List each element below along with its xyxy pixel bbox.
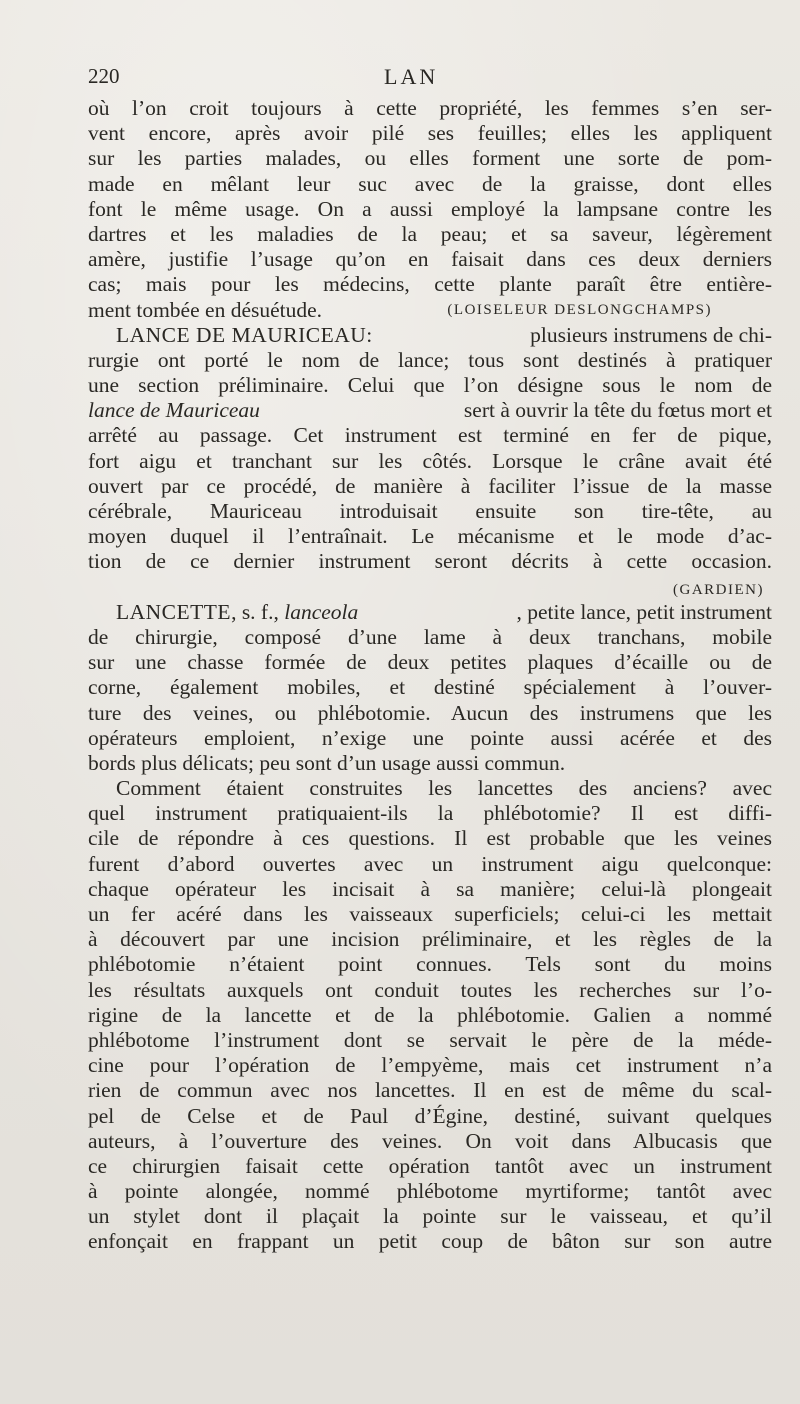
text-line: font le même usage. On a aussi employé la lampsane contre les — [88, 196, 772, 221]
text-line — [88, 398, 772, 423]
text-line: phlébotome l’instrument dont se servait le père de la méde- — [88, 1027, 772, 1052]
text-line: cas; mais pour les médecins, cette plante paraît être entière- — [88, 272, 772, 297]
running-head: LAN — [384, 64, 439, 89]
text-line: furent d’abord ouvertes avec un instrument aigu quelconque: — [88, 851, 772, 876]
text-line: chaque opérateur les incisait à sa manière; celui-là plongeait — [88, 876, 772, 901]
text-line: de chirurgie, composé d’une lame à deux tranchans, mobile — [88, 624, 772, 649]
text-line — [88, 298, 772, 323]
entry-headword: LANCETTE — [116, 599, 232, 624]
text-line: cine pour l’opération de l’empyème, mais cet instrument n’a — [88, 1053, 772, 1078]
line-text: , petite lance, petit instrument — [516, 599, 772, 624]
text-line: phlébotomie n’étaient point connues. Tels sont du moins — [88, 952, 772, 977]
text-line: à découvert par une incision préliminaire, et les règles de la — [88, 927, 772, 952]
text-line: arrêté au passage. Cet instrument est terminé en fer de pique, — [88, 423, 772, 448]
text-line — [88, 575, 772, 600]
text-line: quel instrument pratiquaient-ils la phlébotomie? Il est diffi- — [88, 801, 772, 826]
text-line: une section préliminaire. Celui que l’on désigne sous le nom de — [88, 373, 772, 398]
text-line: ce chirurgien faisait cette opération tantôt avec un instrument — [88, 1153, 772, 1178]
author-signature: (GARDIEN) — [673, 581, 764, 598]
author-signature: (LOISELEUR DESLONGCHAMPS) — [447, 301, 712, 318]
text-line: tion de ce dernier instrument seront décrits à cette occasion. — [88, 549, 772, 574]
line-text: ment tombée en désuétude. — [88, 297, 323, 322]
text-line: les résultats auxquels ont conduit toutes les recherches sur l’o- — [88, 977, 772, 1002]
page-header — [88, 64, 770, 94]
text-line: auteurs, à l’ouverture des veines. On voit dans Albucasis que — [88, 1128, 772, 1153]
page-number: 220 — [88, 64, 120, 88]
text-line: rien de commun avec nos lancettes. Il en est de même du scal- — [88, 1078, 772, 1103]
body-text — [88, 96, 772, 1255]
text-line: rigine de la lancette et de la phlébotomie. Galien a nommé — [88, 1002, 772, 1027]
text-line: sur les parties malades, ou elles forment une sorte de pom- — [88, 146, 772, 171]
text-line: où l’on croit toujours à cette propriété, les femmes s’en ser- — [88, 96, 772, 120]
text-line: ouvert par ce procédé, de manière à faciliter l’issue de la masse — [88, 473, 772, 498]
entry-first-line — [88, 323, 772, 348]
text-line: Comment étaient construites les lancettes des anciens? avec — [116, 776, 772, 801]
text-line: moyen duquel il l’entraînait. Le mécanisme et le mode d’ac- — [88, 524, 772, 549]
text-line: amère, justifie l’usage qu’on en faisait dans ces deux derniers — [88, 247, 772, 272]
text-line: vent encore, après avoir pilé ses feuilles; elles les appliquent — [88, 121, 772, 146]
text-line: fort aigu et tranchant sur les côtés. Lorsque le crâne avait été — [88, 448, 772, 473]
entry-first-line — [88, 600, 772, 625]
line-text: plusieurs instrumens de chi- — [530, 322, 772, 347]
text-line: opérateurs emploient, n’exige une pointe aussi acérée et des — [88, 725, 772, 750]
italic-term: lance de Mauriceau — [88, 398, 260, 423]
text-line: cile de répondre à ces questions. Il est probable que les veines — [88, 826, 772, 851]
text-line: cérébrale, Mauriceau introduisait ensuite son tire-tête, au — [88, 499, 772, 523]
text-line: un fer acéré dans les vaisseaux superficiels; celui-ci les mettait — [88, 902, 772, 926]
line-text: sert à ouvrir la tête du fœtus mort et — [463, 398, 772, 423]
text-line: ture des veines, ou phlébotomie. Aucun des instrumens que les — [88, 700, 772, 725]
text-line: corne, également mobiles, et destiné spécialement à l’ouver- — [88, 675, 772, 700]
latin-term: lanceola — [284, 599, 359, 624]
text-line: bords plus délicats; peu sont d’un usage aussi commun. — [88, 750, 566, 775]
text-line: sur une chasse formée de deux petites plaques d’écaille ou de — [88, 650, 772, 675]
text-line: made en mêlant leur suc avec de la graisse, dont elles — [88, 171, 772, 196]
text-line: dartres et les maladies de la peau; et sa saveur, légèrement — [88, 221, 772, 246]
text-line: rurgie ont porté le nom de lance; tous sont destinés à pratiquer — [88, 347, 772, 372]
text-line: un stylet dont il plaçait la pointe sur le vaisseau, et qu’il — [88, 1204, 772, 1229]
text-line: enfonçait en frappant un petit coup de bâton sur son autre — [88, 1229, 772, 1254]
text-line: à pointe alongée, nommé phlébotome myrtiforme; tantôt avec — [88, 1179, 772, 1204]
text-line: pel de Celse et de Paul d’Égine, destiné, suivant quelques — [88, 1103, 772, 1128]
part-of-speech: , s. f., — [231, 599, 285, 624]
entry-headword: LANCE DE MAURICEAU: — [116, 322, 373, 347]
